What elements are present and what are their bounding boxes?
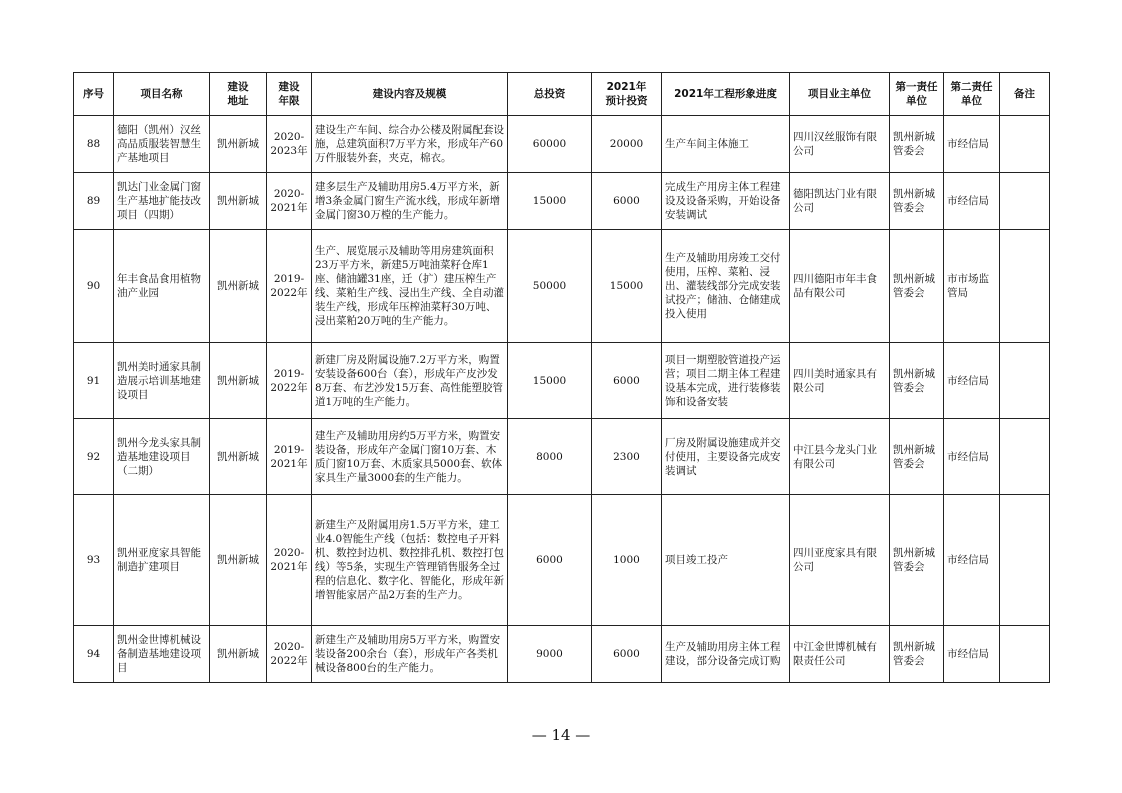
table-row: [74, 495, 1050, 626]
col-header-progress: 2021年工程形象进度: [662, 73, 790, 116]
cell-addr: 凯州新城: [210, 230, 267, 343]
cell-invest2021: 6000: [592, 626, 662, 683]
cell-content: 建设生产车间、综合办公楼及附属配套设施，总建筑面积7万平方米，形成年产60万件服装外套，夹克，棉衣。: [312, 116, 508, 173]
cell-name: 德阳（凯州）汉丝高品质服装智慧生产基地项目: [114, 116, 210, 173]
cell-first-unit: 凯州新城管委会: [890, 626, 944, 683]
cell-addr: 凯州新城: [210, 419, 267, 495]
cell-total: 8000: [508, 419, 592, 495]
col-header-second: 第二责任 单位: [944, 73, 1000, 116]
cell-years: 2019-2022年: [267, 230, 312, 343]
cell-no: 92: [74, 419, 114, 495]
col-header-name: 项目名称: [114, 73, 210, 116]
cell-years: 2020-2023年: [267, 116, 312, 173]
cell-progress: 厂房及附属设施建成并交付使用，主要设备完成安装调试: [662, 419, 790, 495]
cell-content: 建生产及辅助用房约5万平方米，购置安装设备，形成年产金属门窗10万套、木质门窗10万套、木质家具5000套、软体家具生产量3000套的生产能力。: [312, 419, 508, 495]
table-row: [74, 626, 1050, 683]
cell-first-unit: 凯州新城管委会: [890, 230, 944, 343]
col-header-owner: 项目业主单位: [790, 73, 890, 116]
cell-progress: 生产车间主体施工: [662, 116, 790, 173]
cell-years: 2020-2022年: [267, 626, 312, 683]
cell-years: 2019-2022年: [267, 343, 312, 419]
page-number: — 14 —: [531, 726, 591, 744]
cell-invest2021: 20000: [592, 116, 662, 173]
cell-no: 91: [74, 343, 114, 419]
cell-years: 2020-2021年: [267, 173, 312, 230]
cell-no: 94: [74, 626, 114, 683]
table-row: [74, 116, 1050, 173]
cell-note: [1000, 626, 1050, 683]
cell-invest2021: 1000: [592, 495, 662, 626]
cell-no: 89: [74, 173, 114, 230]
table-row: [74, 419, 1050, 495]
cell-content: 新建生产及附属用房1.5万平方米，建工业4.0智能生产线（包括：数控电子开料机、数控封边机、数控排孔机、数控打包线）等5条，实现生产管理销售服务全过程的信息化、数字化、智能化，形成年新增智能家居产品2万套的生产力。: [312, 495, 508, 626]
cell-note: [1000, 495, 1050, 626]
cell-total: 6000: [508, 495, 592, 626]
cell-owner: 中江金世博机械有限责任公司: [790, 626, 890, 683]
cell-name: 年丰食品食用植物油产业园: [114, 230, 210, 343]
cell-invest2021: 6000: [592, 343, 662, 419]
cell-content: 新建生产及辅助用房5万平方米，购置安装设备200余台（套），形成年产各类机械设备800台的生产能力。: [312, 626, 508, 683]
cell-years: 2020-2021年: [267, 495, 312, 626]
cell-progress: 完成生产用房主体工程建设及设备采购，开始设备安装调试: [662, 173, 790, 230]
cell-content: 生产、展览展示及辅助等用房建筑面积23万平方米，新建5万吨油菜籽仓库1座、储油罐31座，迁（扩）建压榨生产线、菜粕生产线、浸出生产线、全自动灌装生产线，形成年压榨油菜籽30万吨、浸出菜粕20万吨的生产能力。: [312, 230, 508, 343]
cell-name: 凯州亚度家具智能制造扩建项目: [114, 495, 210, 626]
cell-invest2021: 6000: [592, 173, 662, 230]
cell-note: [1000, 116, 1050, 173]
cell-progress: 生产及辅助用房主体工程建设，部分设备完成订购: [662, 626, 790, 683]
col-header-addr: 建设 地址: [210, 73, 267, 116]
cell-second-unit: 市经信局: [944, 626, 1000, 683]
cell-name: 凯达门业金属门窗生产基地扩能技改项目（四期）: [114, 173, 210, 230]
cell-total: 60000: [508, 116, 592, 173]
col-header-total: 总投资: [508, 73, 592, 116]
cell-name: 凯州美时通家具制造展示培训基地建设项目: [114, 343, 210, 419]
cell-note: [1000, 230, 1050, 343]
col-header-no: 序号: [74, 73, 114, 116]
cell-addr: 凯州新城: [210, 343, 267, 419]
cell-owner: 中江县今龙头门业有限公司: [790, 419, 890, 495]
cell-total: 15000: [508, 173, 592, 230]
cell-no: 93: [74, 495, 114, 626]
col-header-first: 第一责任 单位: [890, 73, 944, 116]
cell-second-unit: 市经信局: [944, 419, 1000, 495]
cell-name: 凯州今龙头家具制造基地建设项目（二期）: [114, 419, 210, 495]
cell-no: 90: [74, 230, 114, 343]
cell-total: 50000: [508, 230, 592, 343]
col-header-invest2021: 2021年 预计投资: [592, 73, 662, 116]
cell-note: [1000, 173, 1050, 230]
col-header-note: 备注: [1000, 73, 1050, 116]
cell-addr: 凯州新城: [210, 626, 267, 683]
table-row: [74, 343, 1050, 419]
table-row: [74, 173, 1050, 230]
cell-owner: 四川汉丝服饰有限公司: [790, 116, 890, 173]
cell-addr: 凯州新城: [210, 173, 267, 230]
cell-owner: 四川德阳市年丰食品有限公司: [790, 230, 890, 343]
table-row: [74, 230, 1050, 343]
cell-note: [1000, 419, 1050, 495]
cell-first-unit: 凯州新城管委会: [890, 419, 944, 495]
header-row: [74, 73, 1050, 116]
cell-note: [1000, 343, 1050, 419]
cell-total: 9000: [508, 626, 592, 683]
cell-owner: 四川美时通家具有限公司: [790, 343, 890, 419]
cell-total: 15000: [508, 343, 592, 419]
cell-progress: 生产及辅助用房竣工交付使用，压榨、菜粕、浸出、灌装线部分完成安装试投产；储油、仓储建成投入使用: [662, 230, 790, 343]
cell-first-unit: 凯州新城管委会: [890, 495, 944, 626]
cell-second-unit: 市经信局: [944, 343, 1000, 419]
col-header-content: 建设内容及规模: [312, 73, 508, 116]
cell-second-unit: 市经信局: [944, 495, 1000, 626]
cell-second-unit: 市市场监管局: [944, 230, 1000, 343]
col-header-years: 建设 年限: [267, 73, 312, 116]
cell-addr: 凯州新城: [210, 495, 267, 626]
cell-first-unit: 凯州新城管委会: [890, 116, 944, 173]
cell-name: 凯州金世博机械设备制造基地建设项目: [114, 626, 210, 683]
cell-owner: 四川亚度家具有限公司: [790, 495, 890, 626]
cell-second-unit: 市经信局: [944, 173, 1000, 230]
cell-first-unit: 凯州新城管委会: [890, 343, 944, 419]
cell-second-unit: 市经信局: [944, 116, 1000, 173]
cell-no: 88: [74, 116, 114, 173]
cell-first-unit: 凯州新城管委会: [890, 173, 944, 230]
cell-addr: 凯州新城: [210, 116, 267, 173]
cell-progress: 项目竣工投产: [662, 495, 790, 626]
cell-invest2021: 15000: [592, 230, 662, 343]
cell-progress: 项目一期塑胶管道投产运营；项目二期主体工程建设基本完成，进行装修装饰和设备安装: [662, 343, 790, 419]
cell-content: 新建厂房及附属设施7.2万平方米，购置安装设备600台（套），形成年产皮沙发8万套、布艺沙发15万套、高性能塑胶管道1万吨的生产能力。: [312, 343, 508, 419]
cell-invest2021: 2300: [592, 419, 662, 495]
cell-owner: 德阳凯达门业有限公司: [790, 173, 890, 230]
cell-years: 2019-2021年: [267, 419, 312, 495]
cell-content: 建多层生产及辅助用房5.4万平方米，新增3条金属门窗生产流水线，形成年新增金属门窗30万樘的生产能力。: [312, 173, 508, 230]
project-table: [73, 72, 1050, 683]
